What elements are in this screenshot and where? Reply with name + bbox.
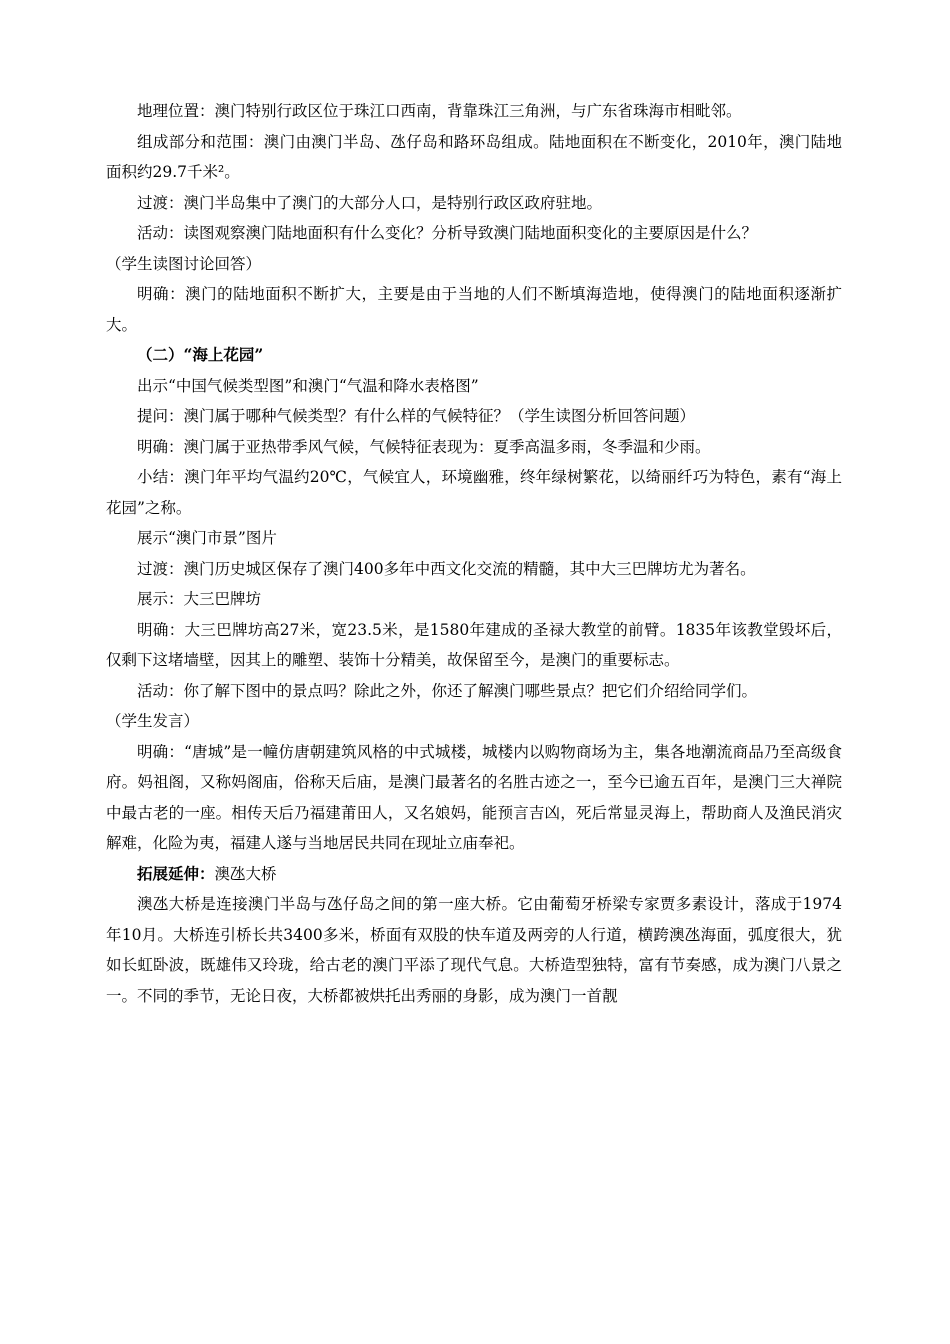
- paragraph-show-ruins-st-paul: 展示：大三巴牌坊: [137, 590, 262, 608]
- paragraph-transition-peninsula: 过渡：澳门半岛集中了澳门的大部分人口，是特别行政区政府驻地。: [137, 193, 603, 212]
- paragraph-show-climate-maps: 出示“中国气候类型图”和澳门“气温和降水表格图”: [137, 376, 479, 395]
- paragraph-transition-historic-center: 过渡：澳门历史城区保存了澳门400多年中西文化交流的精髓，其中大三巴牌坊尤为著名。: [137, 559, 756, 578]
- paragraph-question-climate: 提问：澳门属于哪种气候类型？有什么样的气候特征？（学生读图分析回答问题）: [137, 407, 696, 425]
- paragraph-clarify-climate: 明确：澳门属于亚热带季风气候，气候特征表现为：夏季高温多雨，冬季温和少雨。: [137, 437, 711, 456]
- paragraph-clarify-tang-city-a-ma: 明确：“唐城”是一幢仿唐朝建筑风格的中式城楼，城楼内以购物商场为主，集各地潮流商品乃至高级食府。妈祖阁，又称妈阁庙，俗称天后庙，是澳门最著名的名胜古迹之一，至今已逾五百年，是澳门三大禅院中最古老的一座。相传天后乃福建莆田人，又名娘妈，能预言吉凶，死后常显灵海上，帮助商人及渔民消灾解难，化险为夷，福建人遂与当地居民共同在现址立庙奉祀。: [106, 742, 842, 852]
- paragraph-clarify-ruins-st-paul: 明确：大三巴牌坊高27米，宽23.5米，是1580年建成的圣禄大教堂的前臂。1835年该教堂毁坏后，仅剩下这堵墙壁，因其上的雕塑、装饰十分精美，故保留至今，是澳门的重要标志。: [106, 620, 842, 669]
- extension-topic: 澳氹大桥: [214, 864, 277, 883]
- document-page: [106, 96, 842, 1011]
- paragraph-activity-land-area: 活动：读图观察澳门陆地面积有什么变化？分析导致澳门陆地面积变化的主要原因是什么？: [137, 224, 758, 242]
- paragraph-activity-scenic-spots: 活动：你了解下图中的景点吗？除此之外，你还了解澳门哪些景点？把它们介绍给同学们。: [137, 681, 758, 700]
- paragraph-bridge-description: 澳氹大桥是连接澳门半岛与氹仔岛之间的第一座大桥。它由葡萄牙桥梁专家贾多素设计，落成于1974年10月。大桥连引桥长共3400多米，桥面有双股的快车道及两旁的人行道，横跨澳氹海面，弧度很大，犹如长虹卧波，既雄伟又玲珑，给古老的澳门平添了现代气息。大桥造型独特，富有节奏感，成为澳门八景之一。不同的季节，无论日夜，大桥都被烘托出秀丽的身影，成为澳门一首靓: [106, 895, 842, 1005]
- paragraph-student-discussion: （学生读图讨论回答）: [106, 254, 262, 273]
- extension-label: 拓展延伸：: [137, 863, 215, 883]
- paragraph-show-city-scenes: 展示“澳门市景”图片: [137, 529, 277, 547]
- paragraph-student-speech: （学生发言）: [106, 712, 200, 730]
- paragraph-summary-climate: 小结：澳门年平均气温约20℃，气候宜人，环境幽雅，终年绿树繁花，以绮丽纤巧为特色，素有“海上花园”之称。: [106, 468, 842, 517]
- paragraph-extension-bridge: [106, 859, 842, 890]
- paragraph-geographic-location: 地理位置：澳门特别行政区位于珠江口西南，背靠珠江三角洲，与广东省珠海市相毗邻。: [137, 102, 742, 120]
- paragraph-composition-scope: 组成部分和范围：澳门由澳门半岛、氹仔岛和路环岛组成。陆地面积在不断变化，2010年，澳门陆地面积约29.7千米²。: [106, 132, 842, 181]
- section-heading-sea-garden: （二）“海上花园”: [137, 345, 264, 364]
- paragraph-clarify-land-reclamation: 明确：澳门的陆地面积不断扩大，主要是由于当地的人们不断填海造地，使得澳门的陆地面积逐渐扩大。: [106, 285, 842, 334]
